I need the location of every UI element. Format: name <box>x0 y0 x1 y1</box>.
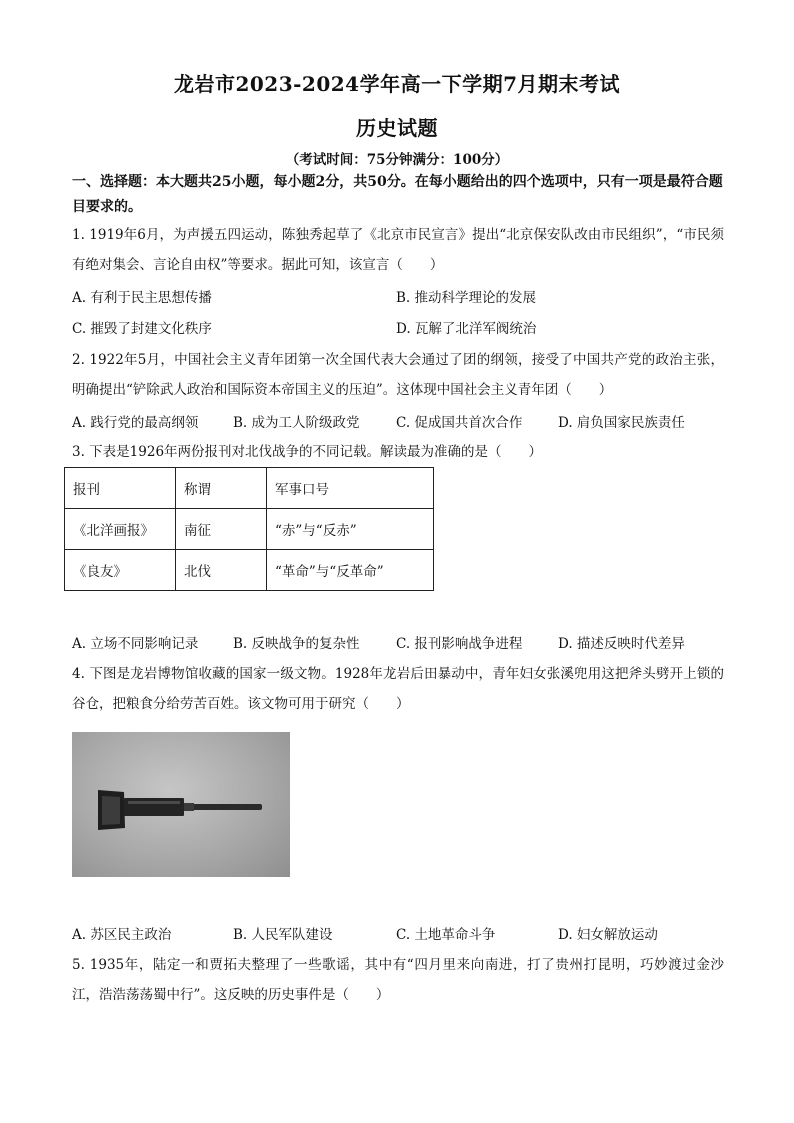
question-4-option-a[interactable]: A. 苏区民主政治 <box>72 927 172 943</box>
question-2-option-d[interactable]: D. 肩负国家民族责任 <box>558 415 685 431</box>
question-1-option-a[interactable]: A. 有利于民主思想传播 <box>72 290 212 306</box>
section-heading: 一、选择题：本大题共25小题，每小题2分，共50分。在每小题给出的四个选项中，只有一项是最符合题目要求的。 <box>72 174 723 215</box>
question-3-table <box>64 467 434 591</box>
question-2-option-b[interactable]: B. 成为工人阶级政党 <box>233 415 360 431</box>
question-5-text: 5. 1935年，陆定一和贾拓夫整理了一些歌谣，其中有“四月里来向南进，打了贵州打昆明，巧妙渡过金沙江，浩浩荡荡蜀中行”。这反映的历史事件是（ ） <box>72 957 724 1003</box>
table-row <box>65 509 434 550</box>
question-4-options <box>72 923 724 945</box>
question-4-text: 4. 下图是龙岩博物馆收藏的国家一级文物。1928年龙岩后田暴动中，青年妇女张溪兜用这把斧头劈开上锁的谷仓，把粮食分给劳苦百姓。该文物可用于研究（ ） <box>72 666 724 712</box>
table-header-cell: 军事口号 <box>267 468 434 509</box>
question-3-option-d[interactable]: D. 描述反映时代差异 <box>558 636 685 652</box>
table-header-row <box>65 468 434 509</box>
question-1-options-row2 <box>72 317 724 339</box>
table-cell: 《北洋画报》 <box>65 509 176 550</box>
question-4-option-b[interactable]: B. 人民军队建设 <box>233 927 333 943</box>
table-cell: 北伐 <box>176 550 267 591</box>
artifact-axe-photo <box>72 732 290 877</box>
table-cell: 南征 <box>176 509 267 550</box>
question-2-option-a[interactable]: A. 践行党的最高纲领 <box>72 415 199 431</box>
exam-title: 龙岩市2023-2024学年高一下学期7月期末考试 <box>173 72 621 96</box>
table-cell: 《良友》 <box>65 550 176 591</box>
table-cell: “革命”与“反革命” <box>267 550 434 591</box>
question-1-option-b[interactable]: B. 推动科学理论的发展 <box>396 290 537 306</box>
question-2-options <box>72 411 724 433</box>
table-header-cell: 报刊 <box>65 468 176 509</box>
table-row <box>65 550 434 591</box>
question-1-option-d[interactable]: D. 瓦解了北洋军阀统治 <box>396 321 537 337</box>
exam-subtitle: 历史试题 <box>356 116 438 140</box>
table-header-cell: 称谓 <box>176 468 267 509</box>
question-4-option-d[interactable]: D. 妇女解放运动 <box>558 927 658 943</box>
question-2-text: 2. 1922年5月，中国社会主义青年团第一次全国代表大会通过了团的纲领，接受了中国共产党的政治主张，明确提出“铲除武人政治和国际资本帝国主义的压迫”。这体现中国社会主义青年团（ ） <box>72 352 724 398</box>
exam-info: （考试时间：75分钟满分：100分） <box>285 152 509 168</box>
question-1-option-c[interactable]: C. 摧毁了封建文化秩序 <box>72 321 212 337</box>
question-4-option-c[interactable]: C. 土地革命斗争 <box>396 927 496 943</box>
table-cell: “赤”与“反赤” <box>267 509 434 550</box>
question-3-option-b[interactable]: B. 反映战争的复杂性 <box>233 636 360 652</box>
question-3-options <box>72 632 724 654</box>
question-3-text: 3. 下表是1926年两份报刊对北伐战争的不同记载。解读最为准确的是（ ） <box>72 444 543 460</box>
question-3-option-a[interactable]: A. 立场不同影响记录 <box>72 636 199 652</box>
question-2-option-c[interactable]: C. 促成国共首次合作 <box>396 415 523 431</box>
question-3-option-c[interactable]: C. 报刊影响战争进程 <box>396 636 523 652</box>
question-1-text: 1. 1919年6月，为声援五四运动，陈独秀起草了《北京市民宣言》提出“北京保安队改由市民组织”，“市民须有绝对集会、言论自由权”等要求。据此可知，该宣言（ ） <box>72 227 724 273</box>
question-1-options <box>72 286 724 308</box>
axe-icon <box>72 732 290 877</box>
